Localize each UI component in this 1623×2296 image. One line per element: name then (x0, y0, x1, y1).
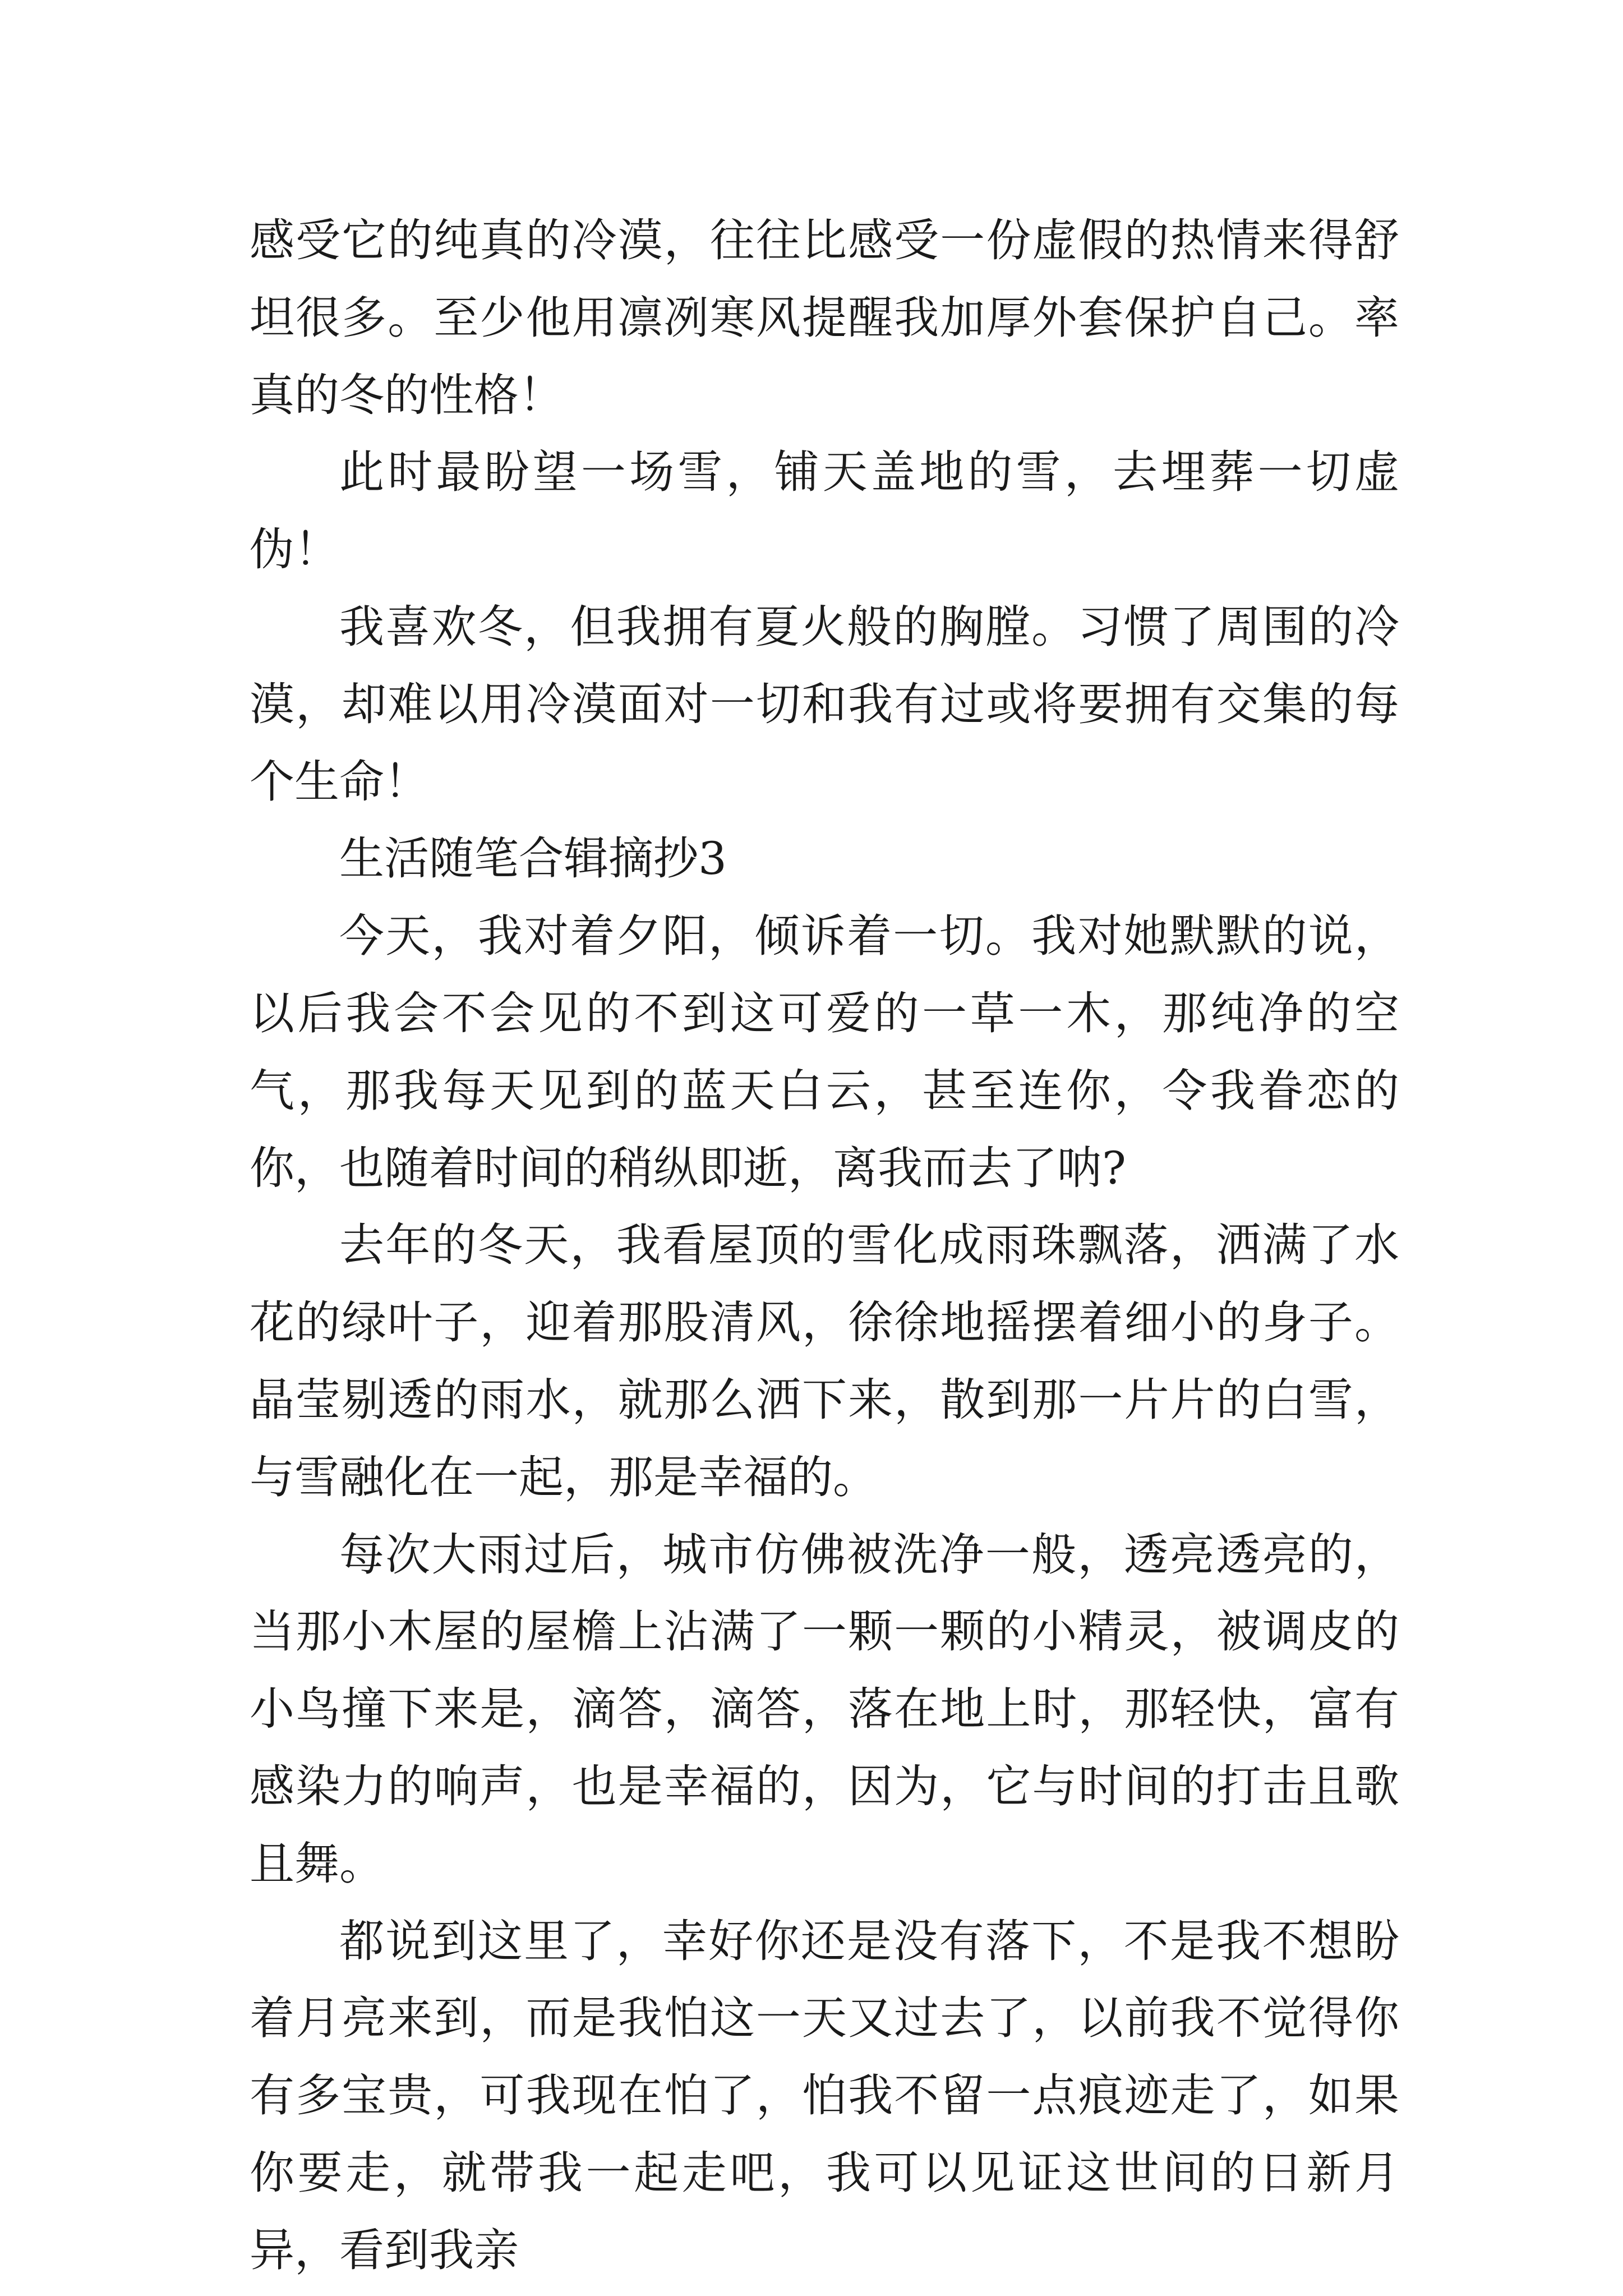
document-body (250, 202, 1399, 2289)
paragraph-wish-snow: 此时最盼望一场雪，铺天盖地的雪，去埋葬一切虚伪！ (250, 446, 1399, 576)
section-heading: 生活随笔合辑摘抄3 (339, 832, 727, 885)
paragraph-last-winter: 去年的冬天，我看屋顶的雪化成雨珠飘落，洒满了水花的绿叶子，迎着那股清风，徐徐地摇摆着细小的身子。晶莹剔透的雨水，就那么洒下来，散到那一片片的白雪，与雪融化在一起，那是幸福的。 (250, 1219, 1399, 1503)
paragraph-love-winter: 我喜欢冬，但我拥有夏火般的胸膛。习惯了周围的冷漠，却难以用冷漠面对一切和我有过或将要拥有交集的每个生命！ (250, 600, 1399, 808)
paragraph-cold-sincerity: 感受它的纯真的冷漠，往往比感受一份虚假的热情来得舒坦很多。至少他用凛冽寒风提醒我加厚外套保护自己。率真的冬的性格！ (250, 214, 1399, 421)
paragraph-sunset: 今天，我对着夕阳，倾诉着一切。我对她默默的说，以后我会不会见的不到这可爱的一草一木，那纯净的空气，那我每天见到的蓝天白云，甚至连你，令我眷恋的你，也随着时间的稍纵即逝，离我而去了呐? (250, 910, 1399, 1194)
paragraph-after-rain: 每次大雨过后，城市仿佛被洗净一般，透亮透亮的，当那小木屋的屋檐上沾满了一颗一颗的小精灵，被调皮的小鸟撞下来是，滴答，滴答，落在地上时，那轻快，富有感染力的响声，也是幸福的，因为，它与时间的打击且歌且舞。 (250, 1528, 1399, 1890)
paragraph-moon: 都说到这里了，幸好你还是没有落下，不是我不想盼着月亮来到，而是我怕这一天又过去了，以前我不觉得你有多宝贵，可我现在怕了，怕我不留一点痕迹走了，如果你要走，就带我一起走吧，我可以见证这世间的日新月异，看到我亲 (250, 1915, 1399, 2276)
